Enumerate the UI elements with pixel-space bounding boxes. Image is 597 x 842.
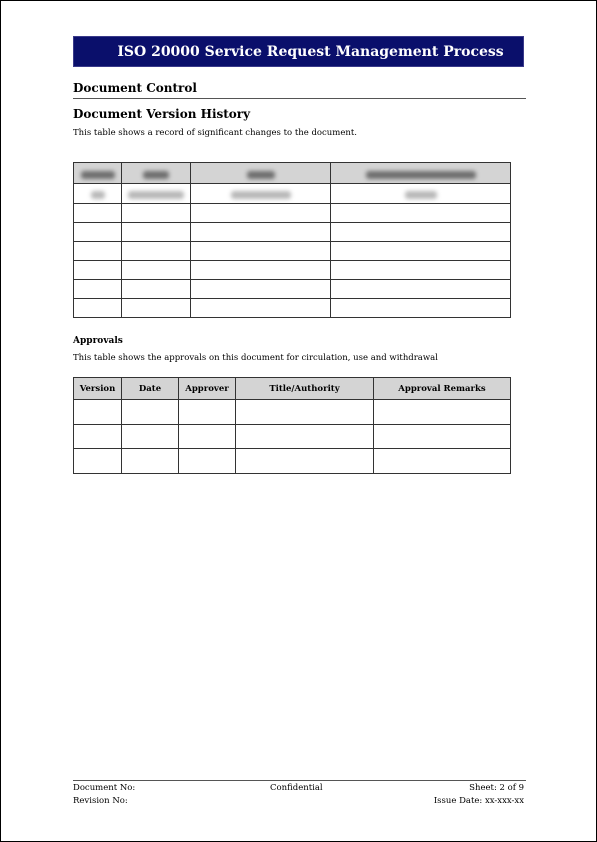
approvals-table xyxy=(73,377,511,474)
document-title-banner xyxy=(73,36,524,67)
table-row xyxy=(74,261,511,280)
footer-sheet: Sheet: 2 of 9 xyxy=(469,783,524,793)
table-row xyxy=(74,184,511,204)
table-row xyxy=(74,223,511,242)
blurred-cell xyxy=(331,184,511,204)
blurred-cell xyxy=(74,184,122,204)
version-history-intro: This table shows a record of significant changes to the document. xyxy=(73,128,357,138)
table-header-row xyxy=(74,163,511,184)
table-row xyxy=(74,400,511,425)
blurred-header-cell xyxy=(74,163,122,184)
column-header-title-authority: Title/Authority xyxy=(236,378,374,400)
table-row xyxy=(74,424,511,449)
footer-revision-no: Revision No: xyxy=(73,796,128,806)
version-history-title: Document Version History xyxy=(73,107,251,121)
blurred-header-cell xyxy=(331,163,511,184)
approvals-title: Approvals xyxy=(73,336,123,346)
table-row xyxy=(74,449,511,474)
table-row xyxy=(74,280,511,299)
footer-divider xyxy=(73,780,526,781)
table-header-row xyxy=(74,378,511,400)
blurred-header-cell xyxy=(191,163,331,184)
blurred-header-cell xyxy=(122,163,191,184)
footer-document-no: Document No: xyxy=(73,783,136,793)
approvals-intro: This table shows the approvals on this document for circulation, use and withdrawal xyxy=(73,353,438,363)
table-row xyxy=(74,299,511,318)
section-title-document-control: Document Control xyxy=(73,81,197,95)
section-divider xyxy=(73,98,526,99)
column-header-date: Date xyxy=(122,378,179,400)
column-header-approval-remarks: Approval Remarks xyxy=(374,378,511,400)
footer-issue-date: Issue Date: xx-xxx-xx xyxy=(433,796,524,806)
column-header-version: Version xyxy=(74,378,122,400)
footer-classification: Confidential xyxy=(270,783,323,793)
blurred-cell xyxy=(191,184,331,204)
table-row xyxy=(74,204,511,223)
version-history-table xyxy=(73,162,511,318)
table-row xyxy=(74,242,511,261)
banner-title: ISO 20000 Service Request Management Process xyxy=(117,43,504,60)
column-header-approver: Approver xyxy=(179,378,236,400)
blurred-cell xyxy=(122,184,191,204)
